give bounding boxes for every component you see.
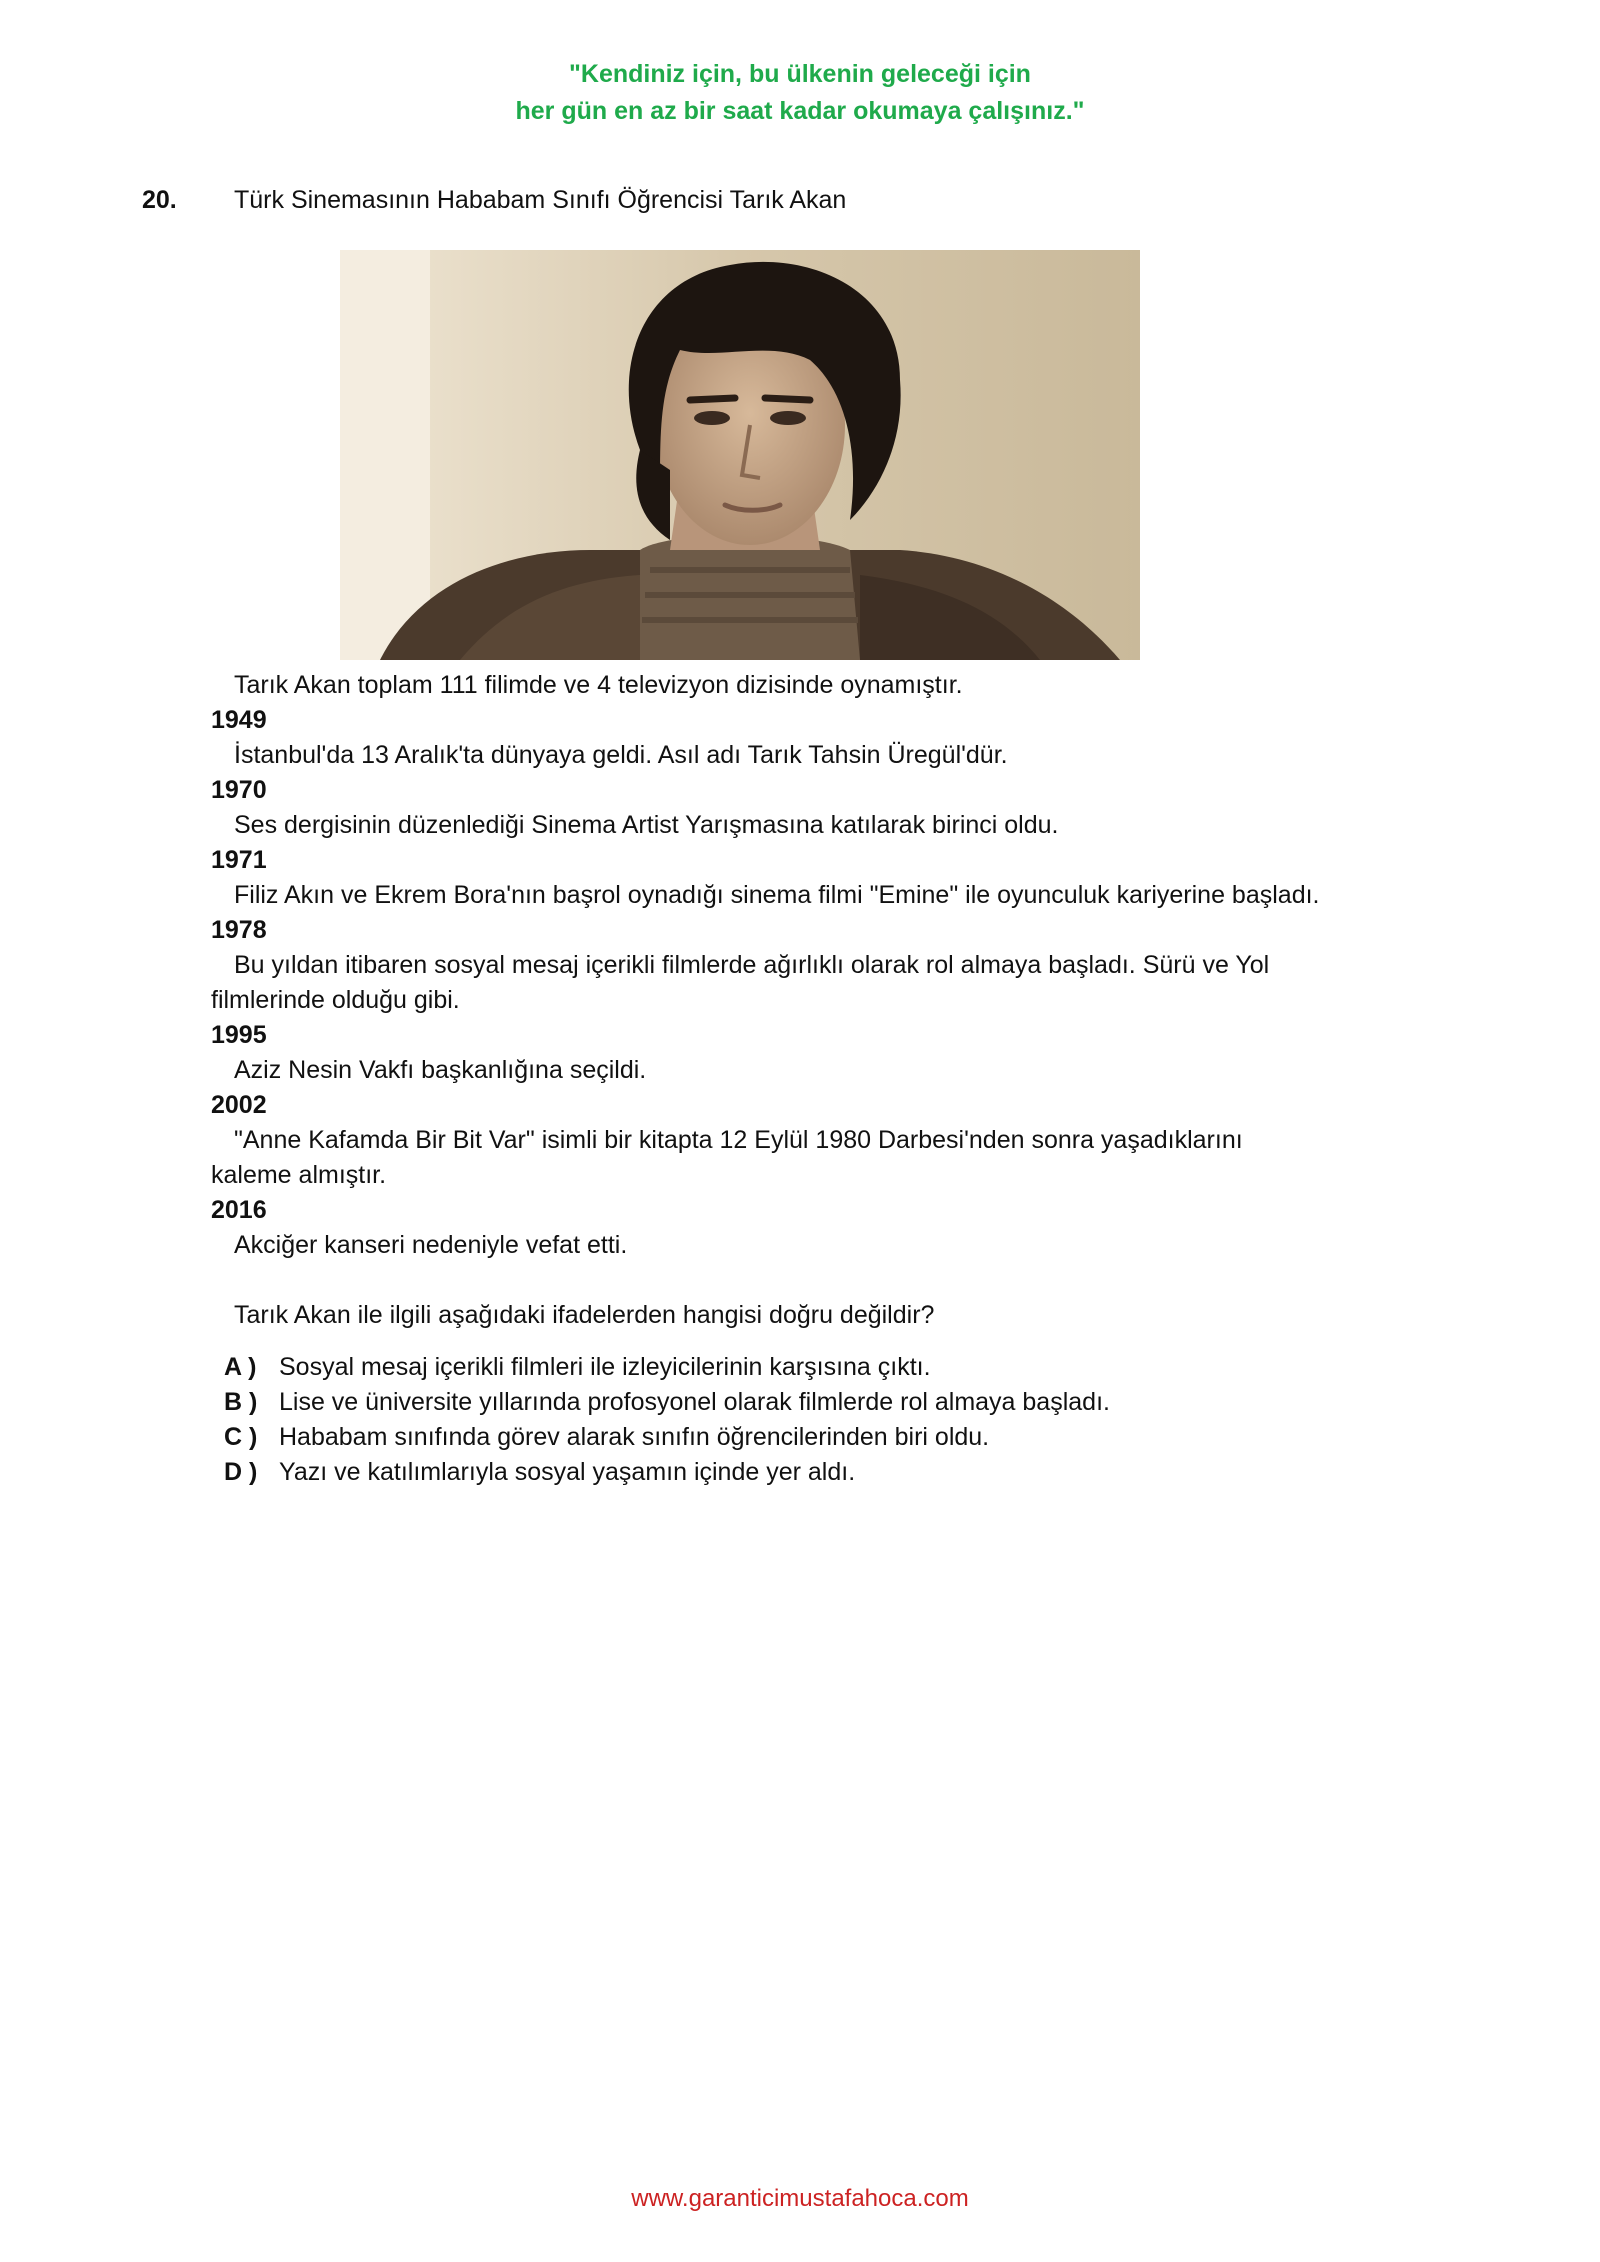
question-prompt: Tarık Akan ile ilgili aşağıdaki ifadelerden hangisi doğru değildir? bbox=[234, 1301, 935, 1329]
question-number: 20. bbox=[142, 186, 177, 214]
question-title: Türk Sinemasının Hababam Sınıfı Öğrencisi Tarık Akan bbox=[234, 186, 847, 214]
answer-option[interactable] bbox=[211, 1455, 1411, 1490]
intro-text: Tarık Akan toplam 111 filimde ve 4 televizyon dizisinde oynamıştır. bbox=[234, 671, 963, 699]
header-quote-line-1: "Kendiniz için, bu ülkenin geleceği için bbox=[569, 60, 1031, 88]
timeline bbox=[211, 703, 1411, 1263]
option-text: Sosyal mesaj içerikli filmleri ile izleyicilerinin karşısına çıktı. bbox=[279, 1353, 931, 1381]
timeline-text: Bu yıldan itibaren sosyal mesaj içerikli filmlerde ağırlıklı olarak rol almaya başladı. Sürü ve Yol bbox=[234, 951, 1270, 979]
header-quote bbox=[0, 56, 1600, 130]
timeline-text: Aziz Nesin Vakfı başkanlığına seçildi. bbox=[234, 1056, 647, 1084]
timeline-year: 1995 bbox=[211, 1021, 267, 1049]
timeline-text: İstanbul'da 13 Aralık'ta dünyaya geldi. Asıl adı Tarık Tahsin Üregül'dür. bbox=[234, 741, 1008, 769]
timeline-year: 1949 bbox=[211, 706, 267, 734]
answer-option[interactable] bbox=[211, 1385, 1411, 1420]
timeline-text: Ses dergisinin düzenlediği Sinema Artist Yarışmasına katılarak birinci oldu. bbox=[234, 811, 1059, 839]
option-text: Lise ve üniversite yıllarında profosyonel olarak filmlerde rol almaya başladı. bbox=[279, 1388, 1110, 1416]
timeline-year: 2016 bbox=[211, 1196, 267, 1224]
timeline-text: Akciğer kanseri nedeniyle vefat etti. bbox=[234, 1231, 628, 1259]
option-text: Yazı ve katılımlarıyla sosyal yaşamın içinde yer aldı. bbox=[279, 1458, 856, 1486]
option-letter: C ) bbox=[224, 1423, 258, 1451]
question-body bbox=[211, 668, 1411, 1490]
option-letter: D ) bbox=[224, 1458, 258, 1486]
answer-option[interactable] bbox=[211, 1350, 1411, 1385]
timeline-year: 1971 bbox=[211, 846, 267, 874]
option-text: Hababam sınıfında görev alarak sınıfın öğrencilerinden biri oldu. bbox=[279, 1423, 990, 1451]
header-quote-line-2: her gün en az bir saat kadar okumaya çalışınız." bbox=[515, 97, 1085, 125]
option-letter: A ) bbox=[224, 1353, 257, 1381]
portrait-illustration bbox=[340, 250, 1140, 660]
timeline-year: 2002 bbox=[211, 1091, 267, 1119]
timeline-text: filmlerinde olduğu gibi. bbox=[211, 986, 460, 1014]
answer-option[interactable] bbox=[211, 1420, 1411, 1455]
timeline-text: "Anne Kafamda Bir Bit Var" isimli bir kitapta 12 Eylül 1980 Darbesi'nden sonra yaşadıklarını bbox=[234, 1126, 1243, 1154]
portrait-photo bbox=[340, 250, 1140, 660]
option-letter: B ) bbox=[224, 1388, 258, 1416]
timeline-text: kaleme almıştır. bbox=[211, 1161, 387, 1189]
spacer bbox=[211, 1263, 1411, 1298]
timeline-year: 1970 bbox=[211, 776, 267, 804]
answer-options bbox=[211, 1350, 1411, 1490]
timeline-year: 1978 bbox=[211, 916, 267, 944]
timeline-text: Filiz Akın ve Ekrem Bora'nın başrol oynadığı sinema filmi "Emine" ile oyunculuk kariyerine başladı. bbox=[234, 881, 1320, 909]
footer-url[interactable]: www.garanticimustafahoca.com bbox=[631, 2185, 969, 2212]
